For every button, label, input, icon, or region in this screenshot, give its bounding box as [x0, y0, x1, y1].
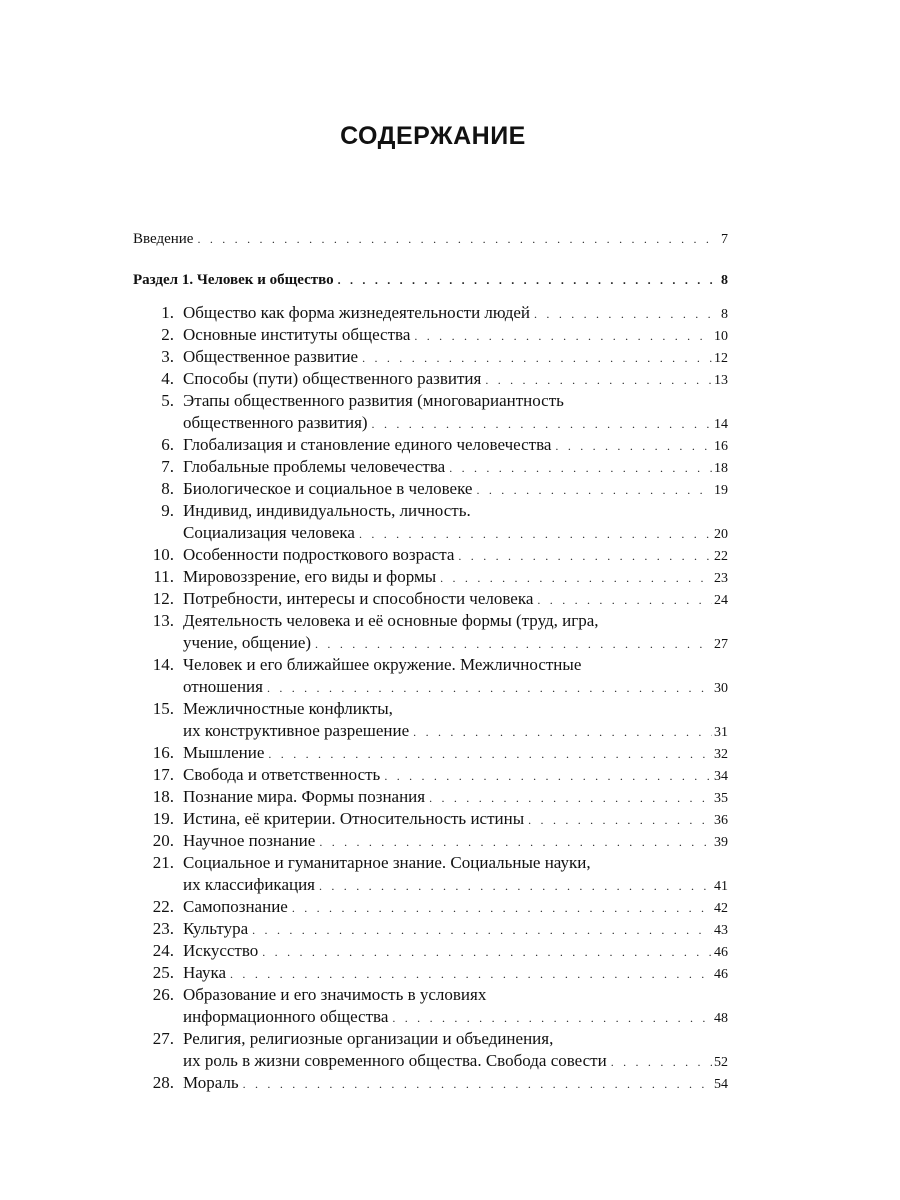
- toc-entry-title: Введение: [133, 231, 194, 247]
- toc-entry: [133, 654, 728, 700]
- toc-entry-number: 28.: [152, 1073, 174, 1092]
- toc-entry: [133, 544, 728, 568]
- toc-entry-page: 36: [714, 813, 728, 828]
- toc-entry: [133, 852, 728, 898]
- toc-entry-page: 34: [714, 769, 728, 784]
- page-title: СОДЕРЖАНИЕ: [340, 122, 526, 150]
- toc-entry: [133, 566, 728, 590]
- toc-entry-page: 54: [714, 1077, 728, 1092]
- toc-entry-number: 20.: [152, 831, 174, 850]
- toc-entry-title-line: Социализация человека: [183, 523, 355, 542]
- toc-entry-number: 25.: [152, 963, 174, 982]
- toc-section-page: 8: [721, 273, 728, 288]
- toc-entry-page: 19: [714, 483, 728, 498]
- toc-entry: [133, 742, 728, 766]
- dot-leader: [372, 413, 712, 435]
- toc-entry: [133, 368, 728, 392]
- toc-entry-page: 24: [714, 593, 728, 608]
- toc-entry-title-line: учение, общение): [183, 633, 312, 652]
- toc-entry-page: 18: [714, 461, 728, 476]
- dot-leader: [252, 919, 712, 941]
- toc-entry-title-line: Этапы общественного развития (многовариантность: [183, 391, 564, 410]
- toc-entry-title-line: Мышление: [183, 743, 265, 762]
- toc-entry-number: 21.: [152, 853, 174, 872]
- toc-entry: [133, 346, 728, 370]
- toc-entry-number: 13.: [152, 611, 174, 630]
- toc-entry-page: 8: [721, 307, 728, 322]
- toc-entry-title-line: Образование и его значимость в условиях: [183, 985, 487, 1004]
- dot-leader: [292, 897, 712, 919]
- dot-leader: [449, 457, 712, 479]
- dot-leader: [262, 941, 712, 963]
- toc-entry-title-line: Человек и его ближайшее окружение. Межличностные: [183, 655, 582, 674]
- toc-entry: [133, 588, 728, 612]
- toc-entry-title-line: Способы (пути) общественного развития: [183, 369, 482, 388]
- toc-entry-title-line: Свобода и ответственность: [183, 765, 381, 784]
- dot-leader: [485, 369, 712, 391]
- toc-entry-number: 1.: [161, 303, 174, 322]
- toc-entry-title-line: Основные институты общества: [183, 325, 411, 344]
- toc-entry-number: 2.: [161, 325, 174, 344]
- toc-entry-number: 16.: [152, 743, 174, 762]
- toc-entry-title-line: отношения: [183, 677, 263, 696]
- toc-entry-number: 12.: [152, 589, 174, 608]
- dot-leader: [268, 743, 712, 765]
- toc-entry-number: 15.: [152, 699, 174, 718]
- toc-entry: [133, 302, 728, 326]
- toc-entry: [133, 610, 728, 656]
- toc-entry-number: 14.: [152, 655, 174, 674]
- toc-entry-page: 46: [714, 945, 728, 960]
- toc-entry-page: 52: [714, 1055, 728, 1070]
- toc-section-title: Раздел 1. Человек и общество: [133, 272, 334, 288]
- toc-entry: [133, 390, 728, 436]
- toc-entry-title-line: Мораль: [183, 1073, 239, 1092]
- dot-leader: [359, 523, 712, 545]
- dot-leader: [197, 228, 719, 250]
- toc-entry-number: 5.: [161, 391, 174, 410]
- toc-entry-page: 22: [714, 549, 728, 564]
- toc-entry-page: 16: [714, 439, 728, 454]
- toc-entry: [133, 1028, 728, 1074]
- toc-entry-number: 17.: [152, 765, 174, 784]
- dot-leader: [243, 1073, 712, 1095]
- dot-leader: [534, 303, 719, 325]
- toc-entry-number: 19.: [152, 809, 174, 828]
- toc-entry-title-line: Глобальные проблемы человечества: [183, 457, 446, 476]
- dot-leader: [319, 831, 712, 853]
- toc-entry: [133, 918, 728, 942]
- toc-entry-page: 32: [714, 747, 728, 762]
- toc-entry-number: 24.: [152, 941, 174, 960]
- toc-entry-page: 42: [714, 901, 728, 916]
- toc-entry: [133, 984, 728, 1030]
- toc-entry-number: 26.: [152, 985, 174, 1004]
- toc-entry: [133, 324, 728, 348]
- toc-entry: [133, 962, 728, 986]
- toc-entry-page: 12: [714, 351, 728, 366]
- toc-entry: [133, 478, 728, 502]
- toc-entry-title-line: их роль в жизни современного общества. Свобода совести: [183, 1051, 607, 1070]
- toc-entry-title-line: их конструктивное разрешение: [183, 721, 410, 740]
- toc-entry-number: 4.: [161, 369, 174, 388]
- dot-leader: [392, 1007, 712, 1029]
- toc-entry-page: 27: [714, 637, 728, 652]
- toc-entry-page: 14: [714, 417, 728, 432]
- dot-leader: [440, 567, 712, 589]
- toc-entry-page: 23: [714, 571, 728, 586]
- toc-entry-page: 31: [714, 725, 728, 740]
- toc-entry: [133, 698, 728, 744]
- toc-entry-page: 7: [721, 232, 728, 247]
- toc-entry-title-line: Биологическое и социальное в человеке: [183, 479, 473, 498]
- toc-entry-title-line: информационного общества: [183, 1007, 389, 1026]
- toc-entry: [133, 808, 728, 832]
- dot-leader: [362, 347, 712, 369]
- toc-entry-title-line: Религия, религиозные организации и объединения,: [183, 1029, 554, 1048]
- toc-entry-title-line: Научное познание: [183, 831, 316, 850]
- toc-entry-title-line: Культура: [183, 919, 249, 938]
- toc-entry-number: 18.: [152, 787, 174, 806]
- toc-entry-title-line: Мировоззрение, его виды и формы: [183, 567, 437, 586]
- toc-entry-title-line: общественного развития): [183, 413, 368, 432]
- toc-entry: [133, 830, 728, 854]
- toc-entry-number: 8.: [161, 479, 174, 498]
- toc-entry-title-line: Индивид, индивидуальность, личность.: [183, 501, 471, 520]
- toc-entry: [133, 786, 728, 810]
- dot-leader: [384, 765, 712, 787]
- toc-entry-number: 11.: [153, 567, 174, 586]
- toc-entry-number: 9.: [161, 501, 174, 520]
- toc-entry-title-line: Глобализация и становление единого человечества: [183, 435, 552, 454]
- toc-entry-title-line: Социальное и гуманитарное знание. Социальные науки,: [183, 853, 591, 872]
- dot-leader: [230, 963, 712, 985]
- dot-leader: [267, 677, 712, 699]
- toc-entry-title-line: Деятельность человека и её основные формы (труд, игра,: [183, 611, 599, 630]
- toc-entry-page: 20: [714, 527, 728, 542]
- toc-entry-title-line: Истина, её критерии. Относительность истины: [183, 809, 525, 828]
- toc-entry: [133, 434, 728, 458]
- toc-entry: [133, 1072, 728, 1096]
- toc-entry: [133, 456, 728, 480]
- dot-leader: [611, 1051, 712, 1073]
- dot-leader: [476, 479, 712, 501]
- toc-entry-title-line: Потребности, интересы и способности человека: [183, 589, 534, 608]
- toc-entry-introduction: [133, 228, 728, 251]
- toc-entry-number: 10.: [152, 545, 174, 564]
- dot-leader: [414, 325, 712, 347]
- dot-leader: [458, 545, 712, 567]
- toc-entry-number: 7.: [161, 457, 174, 476]
- toc-entry: [133, 940, 728, 964]
- dot-leader: [555, 435, 712, 457]
- dot-leader: [319, 875, 712, 897]
- toc-entry-title-line: Познание мира. Формы познания: [183, 787, 426, 806]
- toc-entry-number: 6.: [161, 435, 174, 454]
- toc-entry-number: 22.: [152, 897, 174, 916]
- toc-entry-title-line: Межличностные конфликты,: [183, 699, 393, 718]
- toc-entry-title-line: Наука: [183, 963, 227, 982]
- dot-leader: [537, 589, 712, 611]
- dot-leader: [338, 269, 719, 291]
- dot-leader: [413, 721, 712, 743]
- toc-entry-page: 35: [714, 791, 728, 806]
- toc-entry-title-line: Общественное развитие: [183, 347, 359, 366]
- toc-entry-page: 13: [714, 373, 728, 388]
- dot-leader: [429, 787, 712, 809]
- toc-entry: [133, 896, 728, 920]
- toc-entry-page: 48: [714, 1011, 728, 1026]
- toc-entry-title-line: Общество как форма жизнедеятельности людей: [183, 303, 531, 322]
- toc-entry-page: 30: [714, 681, 728, 696]
- toc-entry-page: 10: [714, 329, 728, 344]
- dot-leader: [315, 633, 712, 655]
- toc-entry: [133, 764, 728, 788]
- toc-entry-number: 27.: [152, 1029, 174, 1048]
- toc-entry-title-line: Самопознание: [183, 897, 288, 916]
- toc-entry-number: 3.: [161, 347, 174, 366]
- dot-leader: [528, 809, 712, 831]
- toc-entry-title-line: Искусство: [183, 941, 259, 960]
- toc-entry-title-line: их классификация: [183, 875, 315, 894]
- toc-entry-page: 41: [714, 879, 728, 894]
- toc-entry-page: 46: [714, 967, 728, 982]
- toc-entry: [133, 500, 728, 546]
- toc-entry-number: 23.: [152, 919, 174, 938]
- toc-section-heading: [133, 269, 728, 292]
- toc-entry-title-line: Особенности подросткового возраста: [183, 545, 455, 564]
- toc-entry-page: 43: [714, 923, 728, 938]
- toc-entry-page: 39: [714, 835, 728, 850]
